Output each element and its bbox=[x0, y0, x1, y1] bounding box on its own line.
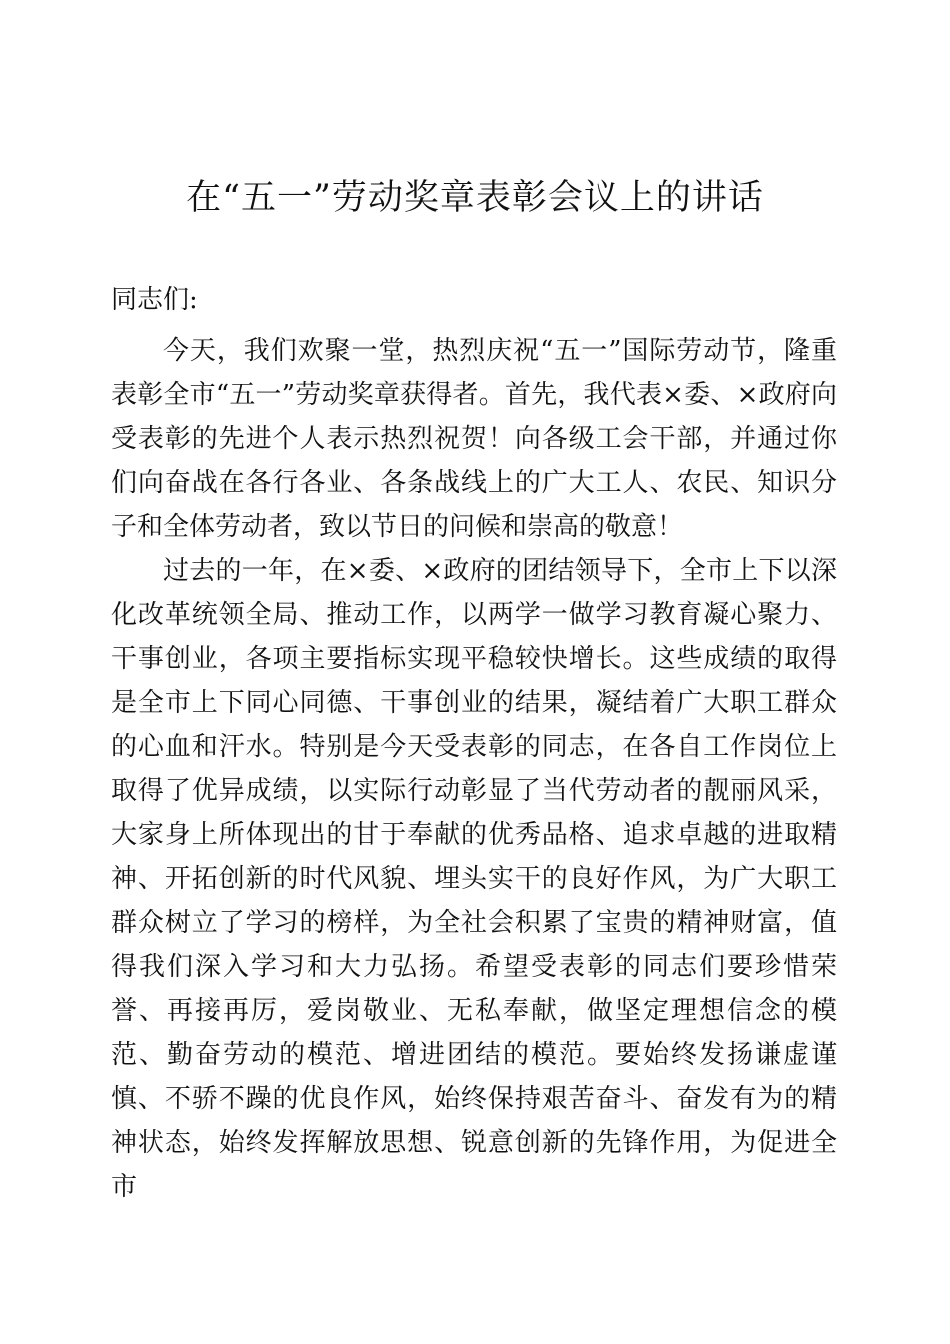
paragraph-1: 今天，我们欢聚一堂，热烈庆祝“五一”国际劳动节，隆重表彰全市“五一”劳动奖章获得者。首先，我代表×委、×政府向受表彰的先进个人表示热烈祝贺！向各级工会干部，并通过你们向奋战在各行各业、各条战线上的广大工人、农民、知识分子和全体劳动者，致以节日的问候和崇高的敬意！ bbox=[111, 336, 837, 542]
paragraph-2: 过去的一年，在×委、×政府的团结领导下，全市上下以深化改革统领全局、推动工作，以两学一做学习教育凝心聚力、干事创业，各项主要指标实现平稳较快增长。这些成绩的取得是全市上下同心同德、干事创业的结果，凝结着广大职工群众的心血和汗水。特别是今天受表彰的同志，在各自工作岗位上取得了优异成绩，以实际行动彰显了当代劳动者的靓丽风采，大家身上所体现出的甘于奉献的优秀品格、追求卓越的进取精神、开拓创新的时代风貌、埋头实干的良好作风，为广大职工群众树立了学习的榜样，为全社会积累了宝贵的精神财富，值得我们深入学习和大力弘扬。希望受表彰的同志们要珍惜荣誉、再接再厉，爱岗敬业、无私奉献，做坚定理想信念的模范、勤奋劳动的模范、增进团结的模范。要始终发扬谦虚谨慎、不骄不躁的优良作风，始终保持艰苦奋斗、奋发有为的精神状态，始终发挥解放思想、锐意创新的先锋作用，为促进全市 bbox=[111, 556, 837, 1202]
document-title: 在“五一”劳动奖章表彰会议上的讲话 bbox=[186, 178, 764, 218]
document-body bbox=[111, 278, 837, 1209]
salutation: 同志们: bbox=[111, 285, 198, 315]
